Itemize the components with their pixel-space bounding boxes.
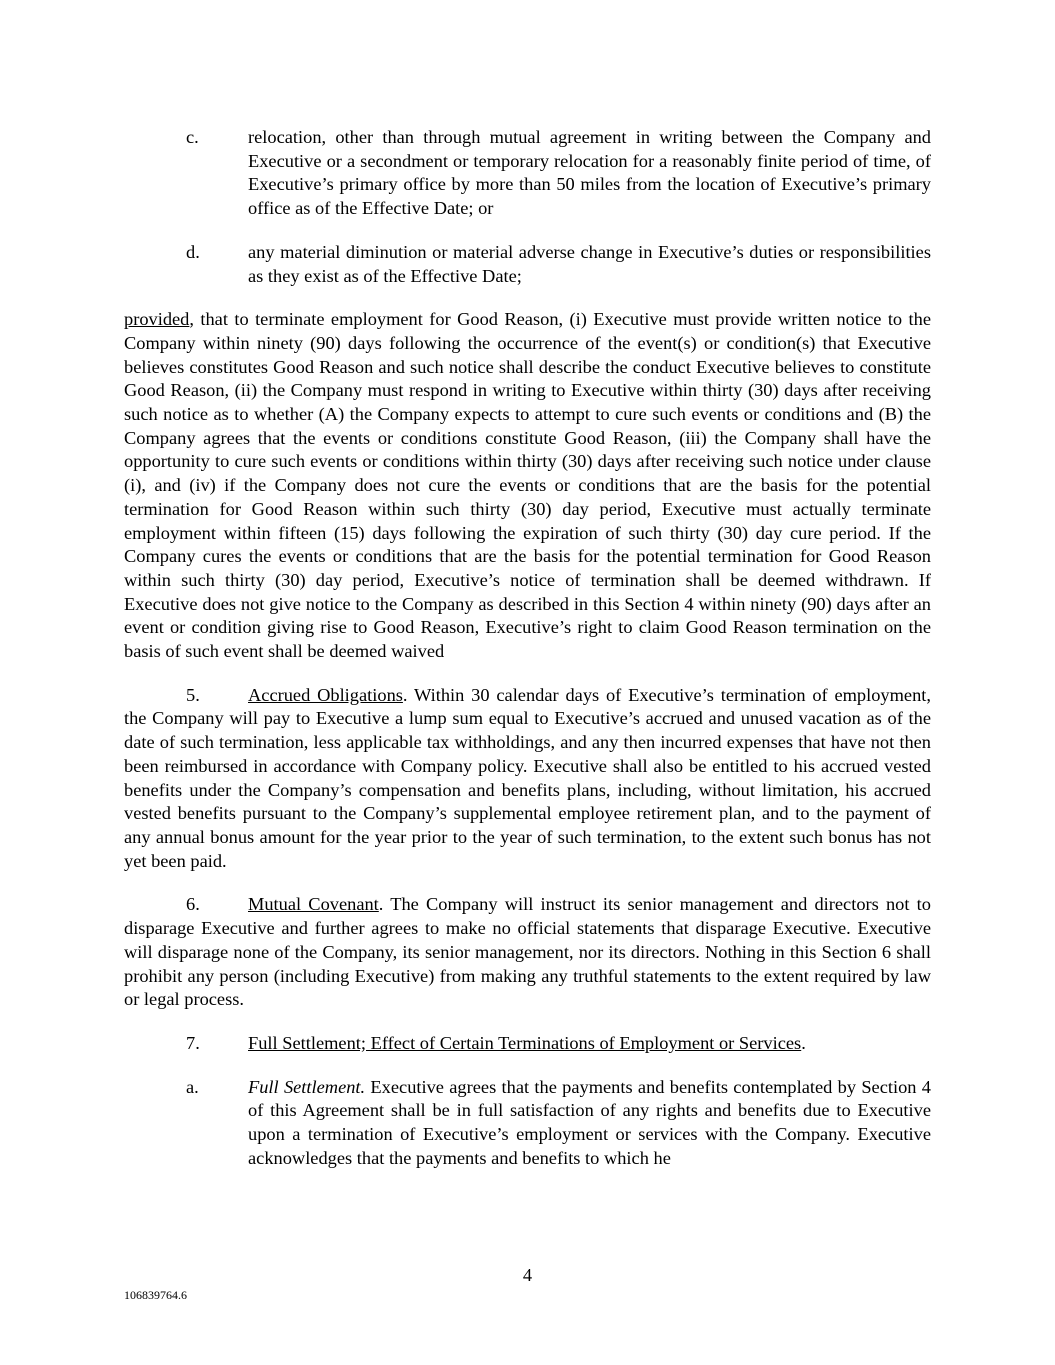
subsection-text: Executive agrees that the payments and benefits contemplated by Section 4 of this Agreement shall be in full satisfaction of any rights and benefits due to Executive upon a termination of Executive’s employment or services with the Company. Executive acknowledges that the payments and benefits to which he: [248, 1076, 931, 1168]
list-marker: c.: [186, 127, 199, 147]
section-6: [124, 893, 931, 1012]
section-tail: .: [801, 1032, 806, 1053]
section-heading: Mutual Covenant: [248, 894, 379, 915]
page-number: 4: [522, 1265, 533, 1285]
list-text: any material diminution or material adverse change in Executive’s duties or responsibilities as they exist as of the Effective Date;: [248, 241, 931, 286]
document-page: [124, 124, 931, 1190]
list-marker: a.: [186, 1076, 199, 1097]
section-number: 5.: [186, 684, 200, 705]
list-marker: d.: [186, 241, 200, 262]
section-heading: Full Settlement; Effect of Certain Terminations of Employment or Services: [248, 1032, 802, 1053]
section-text: . The Company will instruct its senior management and directors not to disparage Executive and further agrees to make no official statements that disparage Executive. Executive will disparage none of the Company, its senior management, nor its directors. Nothing in this Section 6 shall prohibit any person (including Executive) from making any truthful statements to the extent required by law or legal process.: [124, 894, 931, 1010]
section-number: 6.: [186, 894, 200, 915]
list-item-c: [186, 126, 931, 221]
list-item-d: [186, 241, 931, 288]
subsection-heading: Full Settlement.: [248, 1076, 366, 1097]
section-7: [186, 1032, 931, 1056]
section-5: [124, 684, 931, 874]
proviso-lead: provided: [124, 309, 190, 330]
document-id: 106839764.6: [124, 1288, 187, 1302]
section-number: 7.: [186, 1032, 200, 1053]
section-text: . Within 30 calendar days of Executive’s termination of employment, the Company will pay to Executive a lump sum equal to Executive’s accrued and unused vacation as of the date of such termination, less applicable tax withholdings, and any then incurred expenses that have not then been reimbursed in accordance with Company policy. Executive shall also be entitled to his accrued vested benefits under the Company’s compensation and benefits plans, including, without limitation, his accrued vested benefits pursuant to the Company’s supplemental employee retirement plan, and to the payment of any annual bonus amount for the year prior to the year of such termination, to the extent such bonus has not yet been paid.: [124, 684, 931, 871]
section-heading: Accrued Obligations: [248, 684, 403, 705]
list-item-a: [186, 1076, 931, 1171]
proviso-paragraph: [124, 308, 931, 664]
proviso-text: , that to terminate employment for Good Reason, (i) Executive must provide written notice to the Company within ninety (90) days following the occurrence of the event(s) or condition(s) that Executive believes constitutes Good Reason and such notice shall describe the conduct Executive believes to constitute Good Reason, (ii) the Company must respond in writing to Executive within thirty (30) days after receiving such notice as to whether (A) the Company expects to attempt to cure such events or conditions and (B) the Company agrees that the events or conditions constitute Good Reason, (iii) the Company shall have the opportunity to cure such events or conditions within thirty (30) days after receiving such notice under clause (i), and (iv) if the Company does not cure the events or conditions that are the basis for the potential termination for Good Reason within such thirty (30) day period, Executive must actually terminate employment within fifteen (15) days following the expiration of such thirty (30) day cure period. If the Company cures the events or conditions that are the basis for the potential termination for Good Reason within such thirty (30) day period, Executive’s notice of termination shall be deemed withdrawn. If Executive does not give notice to the Company as described in this Section 4 within ninety (90) days after an event or condition giving rise to Good Reason, Executive’s right to claim Good Reason termination on the basis of such event shall be deemed waived: [124, 309, 931, 662]
list-text: relocation, other than through mutual agreement in writing between the Company and Executive or a secondment or temporary relocation for a reasonably finite period of time, of Executive’s primary office by more than 50 miles from the location of Executive’s primary office as of the Effective Date; or: [248, 127, 931, 219]
